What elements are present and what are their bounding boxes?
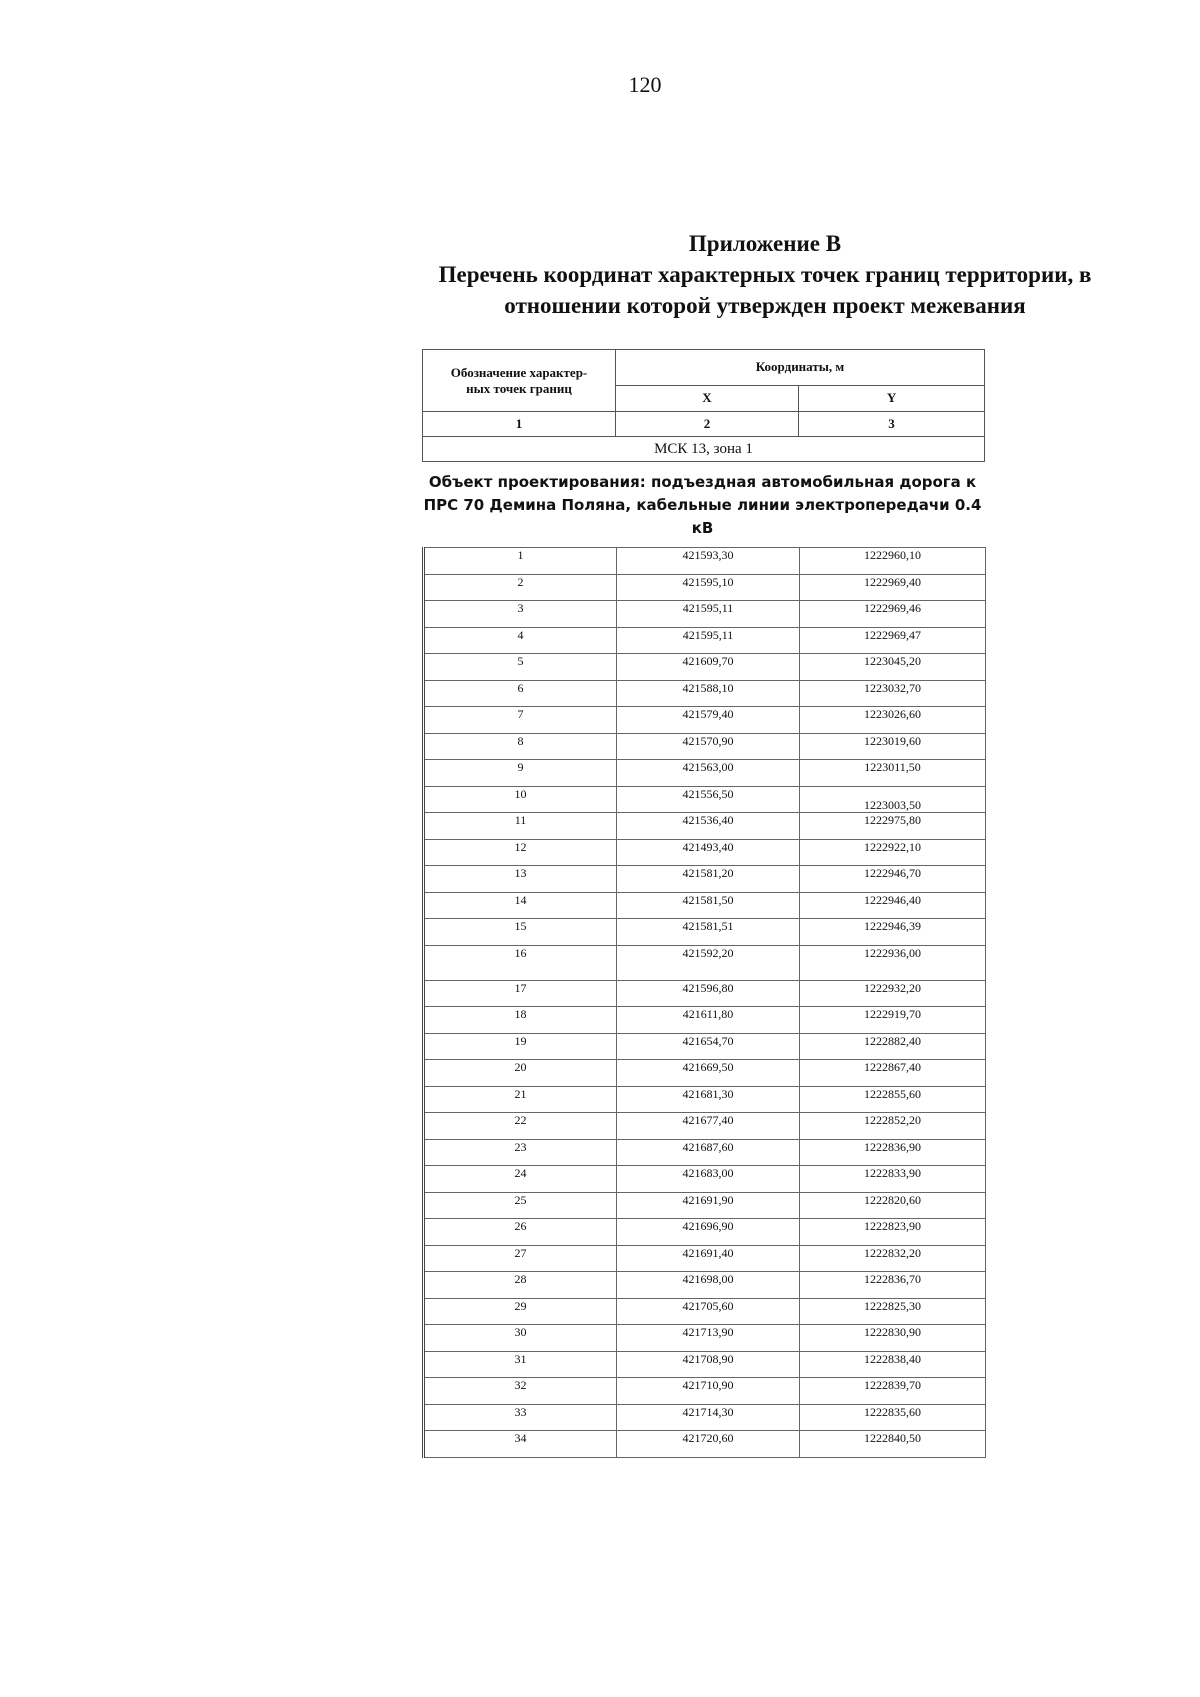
point-number-cell: 24: [424, 1166, 617, 1193]
x-coordinate-cell: 421687,60: [617, 1139, 800, 1166]
y-coordinate-cell: 1222969,47: [800, 627, 986, 654]
point-number-cell: 1: [424, 548, 617, 575]
point-number-cell: 31: [424, 1351, 617, 1378]
point-number-cell: 12: [424, 839, 617, 866]
point-number-cell: 21: [424, 1086, 617, 1113]
table-row: [424, 1272, 986, 1299]
y-coordinate-cell: 1222839,70: [800, 1378, 986, 1405]
point-number-cell: 26: [424, 1219, 617, 1246]
table-row: [424, 1351, 986, 1378]
table-row: [424, 919, 986, 946]
y-coordinate-cell: 1222969,40: [800, 574, 986, 601]
object-caption-line-1: Объект проектирования: подъездная автомобильная дорога к: [428, 473, 977, 491]
y-coordinate-cell: 1222833,90: [800, 1166, 986, 1193]
y-coordinate-cell: 1222946,40: [800, 892, 986, 919]
table-row: [424, 1431, 986, 1458]
y-coordinate-cell: 1222838,40: [800, 1351, 986, 1378]
x-coordinate-cell: 421609,70: [617, 654, 800, 681]
x-coordinate-cell: 421595,11: [617, 627, 800, 654]
x-coordinate-cell: 421595,11: [617, 601, 800, 628]
y-coordinate-cell: 1222852,20: [800, 1113, 986, 1140]
x-coordinate-cell: 421581,51: [617, 919, 800, 946]
document-title: [300, 228, 1200, 321]
point-number-cell: 23: [424, 1139, 617, 1166]
title-line-2: Перечень координат характерных точек границ территории, в: [438, 262, 1092, 287]
x-coordinate-cell: 421705,60: [617, 1298, 800, 1325]
x-coordinate-cell: 421581,20: [617, 866, 800, 893]
x-coordinate-cell: 421683,00: [617, 1166, 800, 1193]
point-number-cell: 25: [424, 1192, 617, 1219]
table-row: [424, 1139, 986, 1166]
x-coordinate-cell: 421691,90: [617, 1192, 800, 1219]
table-row: [424, 1166, 986, 1193]
table-row: [424, 1404, 986, 1431]
point-number-cell: 30: [424, 1325, 617, 1352]
point-number-cell: 13: [424, 866, 617, 893]
table-row: [424, 866, 986, 893]
table-row: [424, 1086, 986, 1113]
y-coordinate-cell: 1222836,70: [800, 1272, 986, 1299]
point-number-cell: 10: [424, 786, 617, 813]
point-number-cell: 27: [424, 1245, 617, 1272]
y-coordinate-cell: 1223026,60: [800, 707, 986, 734]
point-number-cell: 18: [424, 1007, 617, 1034]
table-row: [424, 1298, 986, 1325]
table-row: [424, 627, 986, 654]
table-row: [424, 839, 986, 866]
x-coordinate-cell: 421691,40: [617, 1245, 800, 1272]
table-row: [424, 1033, 986, 1060]
header-point-label-line-1: Обозначение характер-: [450, 364, 588, 380]
coordinate-system-zone: МСК 13, зона 1: [423, 437, 985, 462]
x-coordinate-cell: 421493,40: [617, 839, 800, 866]
title-line-3: отношении которой утвержден проект межевания: [504, 293, 1026, 318]
point-number-cell: 11: [424, 813, 617, 840]
header-x: X: [616, 385, 799, 411]
table-row: [424, 733, 986, 760]
x-coordinate-cell: 421654,70: [617, 1033, 800, 1060]
x-coordinate-cell: 421698,00: [617, 1272, 800, 1299]
point-number-cell: 34: [424, 1431, 617, 1458]
x-coordinate-cell: 421593,30: [617, 548, 800, 575]
table-row: [424, 680, 986, 707]
point-number-cell: 16: [424, 945, 617, 980]
x-coordinate-cell: 421581,50: [617, 892, 800, 919]
object-caption-line-2: ПРС 70 Демина Поляна, кабельные линии электропередачи 0.4: [423, 496, 982, 514]
y-coordinate-cell: 1222919,70: [800, 1007, 986, 1034]
point-number-cell: 2: [424, 574, 617, 601]
y-coordinate-cell: 1222832,20: [800, 1245, 986, 1272]
header-point-label-line-2: ных точек границ: [466, 380, 572, 396]
table-row: [424, 574, 986, 601]
header-point-label: [423, 350, 616, 412]
table-row: [424, 601, 986, 628]
point-number-cell: 8: [424, 733, 617, 760]
y-coordinate-cell: 1223003,50: [800, 786, 986, 813]
y-coordinate-cell: 1222840,50: [800, 1431, 986, 1458]
object-caption-line-3: кВ: [691, 519, 714, 537]
table-row: [424, 892, 986, 919]
table-row: [424, 945, 986, 980]
point-number-cell: 33: [424, 1404, 617, 1431]
table-row: [424, 760, 986, 787]
header-col-2: 2: [616, 412, 799, 437]
point-number-cell: 7: [424, 707, 617, 734]
point-number-cell: 32: [424, 1378, 617, 1405]
x-coordinate-cell: 421714,30: [617, 1404, 800, 1431]
y-coordinate-cell: 1222823,90: [800, 1219, 986, 1246]
title-line-1: Приложение В: [688, 231, 842, 256]
y-coordinate-cell: 1222932,20: [800, 980, 986, 1007]
y-coordinate-cell: 1222946,39: [800, 919, 986, 946]
y-coordinate-cell: 1222867,40: [800, 1060, 986, 1087]
y-coordinate-cell: 1223032,70: [800, 680, 986, 707]
x-coordinate-cell: 421579,40: [617, 707, 800, 734]
table-row: [424, 1219, 986, 1246]
point-number-cell: 4: [424, 627, 617, 654]
point-number-cell: 22: [424, 1113, 617, 1140]
header-col-3: 3: [799, 412, 985, 437]
x-coordinate-cell: 421713,90: [617, 1325, 800, 1352]
table-row: [424, 1192, 986, 1219]
x-coordinate-cell: 421570,90: [617, 733, 800, 760]
table-row: [424, 1060, 986, 1087]
x-coordinate-cell: 421696,90: [617, 1219, 800, 1246]
table-row: [424, 813, 986, 840]
y-coordinate-cell: 1222835,60: [800, 1404, 986, 1431]
y-coordinate-cell: 1222975,80: [800, 813, 986, 840]
y-coordinate-cell: 1222825,30: [800, 1298, 986, 1325]
x-coordinate-cell: 421669,50: [617, 1060, 800, 1087]
y-coordinate-cell: 1223045,20: [800, 654, 986, 681]
point-number-cell: 5: [424, 654, 617, 681]
y-coordinate-cell: 1222855,60: [800, 1086, 986, 1113]
x-coordinate-cell: 421611,80: [617, 1007, 800, 1034]
y-coordinate-cell: 1223011,50: [800, 760, 986, 787]
header-col-1: 1: [423, 412, 616, 437]
point-number-cell: 9: [424, 760, 617, 787]
coordinates-rows: [424, 548, 986, 1458]
table-row: [424, 1007, 986, 1034]
table-row: [424, 707, 986, 734]
x-coordinate-cell: 421681,30: [617, 1086, 800, 1113]
x-coordinate-cell: 421536,40: [617, 813, 800, 840]
table-row: [424, 980, 986, 1007]
point-number-cell: 6: [424, 680, 617, 707]
y-coordinate-cell: 1222882,40: [800, 1033, 986, 1060]
y-coordinate-cell: 1222820,60: [800, 1192, 986, 1219]
point-number-cell: 3: [424, 601, 617, 628]
y-coordinate-cell: 1222936,00: [800, 945, 986, 980]
y-coordinate-cell: 1222969,46: [800, 601, 986, 628]
page-number: 120: [628, 72, 662, 97]
y-coordinate-cell: 1222922,10: [800, 839, 986, 866]
y-coordinate-cell: 1222830,90: [800, 1325, 986, 1352]
x-coordinate-cell: 421556,50: [617, 786, 800, 813]
point-number-cell: 20: [424, 1060, 617, 1087]
x-coordinate-cell: 421595,10: [617, 574, 800, 601]
x-coordinate-cell: 421720,60: [617, 1431, 800, 1458]
coordinates-header-table: [422, 349, 985, 462]
x-coordinate-cell: 421563,00: [617, 760, 800, 787]
table-row: [424, 654, 986, 681]
table-row: [424, 1378, 986, 1405]
point-number-cell: 14: [424, 892, 617, 919]
table-row: [424, 1245, 986, 1272]
point-number-cell: 17: [424, 980, 617, 1007]
x-coordinate-cell: 421588,10: [617, 680, 800, 707]
point-number-cell: 15: [424, 919, 617, 946]
x-coordinate-cell: 421596,80: [617, 980, 800, 1007]
x-coordinate-cell: 421677,40: [617, 1113, 800, 1140]
x-coordinate-cell: 421710,90: [617, 1378, 800, 1405]
point-number-cell: 28: [424, 1272, 617, 1299]
y-coordinate-cell: 1222946,70: [800, 866, 986, 893]
table-row: [424, 786, 986, 813]
header-coordinates: Координаты, м: [616, 350, 985, 386]
y-coordinate-cell: 1222960,10: [800, 548, 986, 575]
table-row: [424, 548, 986, 575]
x-coordinate-cell: 421708,90: [617, 1351, 800, 1378]
object-caption: [420, 471, 985, 540]
table-row: [424, 1113, 986, 1140]
coordinates-data-table: [422, 547, 986, 1458]
point-number-cell: 29: [424, 1298, 617, 1325]
y-coordinate-cell: 1223019,60: [800, 733, 986, 760]
point-number-cell: 19: [424, 1033, 617, 1060]
x-coordinate-cell: 421592,20: [617, 945, 800, 980]
table-row: [424, 1325, 986, 1352]
header-y: Y: [799, 385, 985, 411]
y-coordinate-cell: 1222836,90: [800, 1139, 986, 1166]
